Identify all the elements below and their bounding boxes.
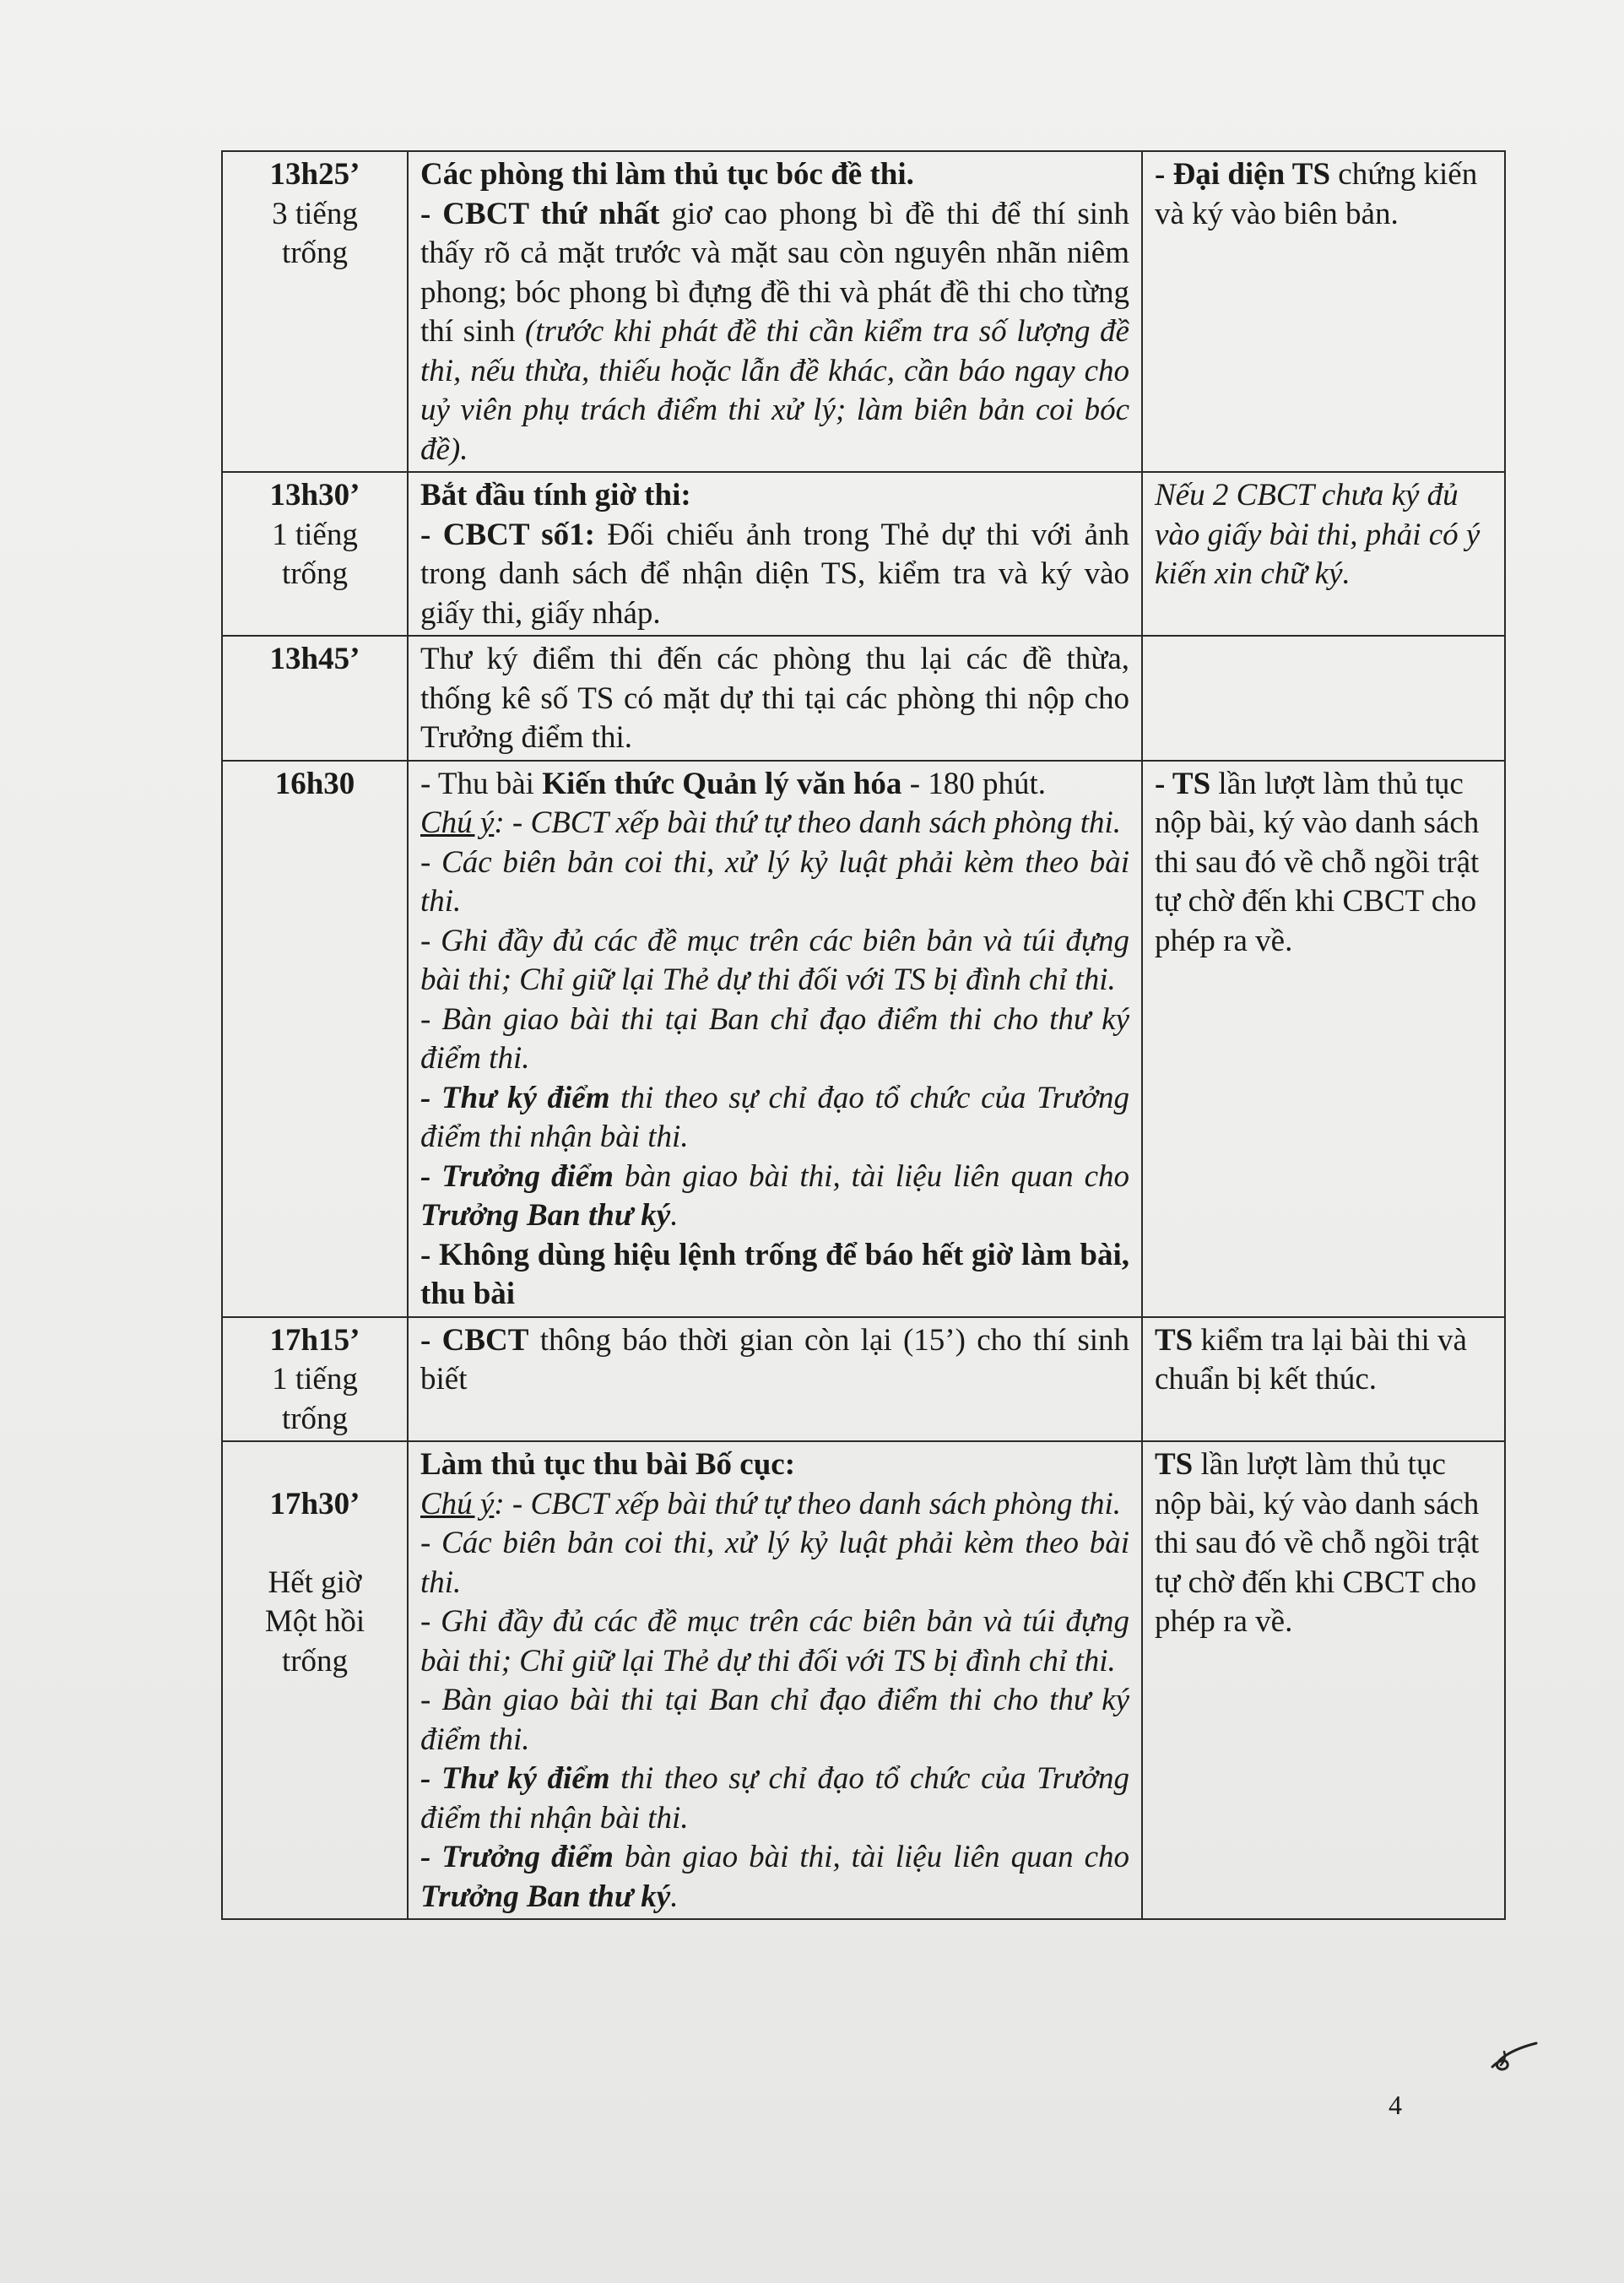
text-run: - Đại diện TS — [1155, 157, 1331, 192]
paragraph — [420, 765, 1129, 805]
note-cell — [1142, 151, 1505, 472]
text-run: - CBCT số1: — [420, 517, 595, 552]
paragraph — [420, 1838, 1129, 1917]
time-line: 17h30’ — [269, 1486, 360, 1521]
schedule-row — [222, 1441, 1505, 1919]
paragraph: Thư ký điểm thi đến các phòng thu lại các đề thừa, thống kê số TS có mặt dự thi tại các phòng thi nộp cho Trưởng điểm thi. — [420, 642, 1129, 755]
text-run: lần lượt làm thủ tục nộp bài, ký vào danh sách thi sau đó về chỗ ngồi trật tự chờ đến khi CBCT cho phép ra về. — [1155, 766, 1480, 958]
paragraph: - Các biên bản coi thi, xử lý kỷ luật phải kèm theo bài thi. — [420, 1526, 1129, 1600]
activity-cell — [408, 636, 1142, 761]
time-cell — [222, 761, 408, 1317]
activity-cell — [408, 1317, 1142, 1442]
text-run: : - CBCT xếp bài thứ tự theo danh sách phòng thi. — [494, 805, 1121, 840]
text-run: bàn giao bài thi, tài liệu liên quan cho — [613, 1840, 1129, 1874]
time-line: 1 tiếng — [272, 517, 358, 552]
schedule-table — [221, 150, 1506, 1920]
text-run: thông báo thời gian còn lại (15’) cho thí sinh biết — [420, 1322, 1129, 1396]
text-run: - Trưởng điểm — [420, 1840, 614, 1874]
schedule-row — [222, 636, 1505, 761]
note-cell — [1142, 472, 1505, 636]
paragraph — [1155, 1445, 1492, 1642]
initials-signature — [1487, 2033, 1546, 2075]
paragraph: - Ghi đầy đủ các đề mục trên các biên bản và túi đựng bài thi; Chỉ giữ lại Thẻ dự thi đối với TS bị đình chỉ thi. — [420, 923, 1129, 997]
time-line: Hết giờ — [268, 1564, 362, 1600]
time-cell — [222, 1441, 408, 1919]
paragraph — [420, 1485, 1129, 1525]
text-run: TS — [1155, 1447, 1194, 1482]
text-run: - Thư ký điểm — [420, 1761, 610, 1796]
time-line — [235, 1445, 395, 1485]
text-run: : - CBCT xếp bài thứ tự theo danh sách phòng thi. — [494, 1486, 1121, 1521]
text-run: Chú ý — [420, 805, 495, 840]
text-run: - CBCT thứ nhất — [420, 196, 660, 231]
schedule-row — [222, 151, 1505, 472]
time-line: 13h45’ — [269, 642, 360, 676]
time-line: 1 tiếng — [272, 1362, 358, 1396]
text-run: - Thư ký điểm — [420, 1080, 610, 1115]
time-cell — [222, 636, 408, 761]
paragraph: Nếu 2 CBCT chưa ký đủ vào giấy bài thi, phải có ý kiến xin chữ ký. — [1155, 478, 1481, 591]
text-run: Trưởng Ban thư ký — [420, 1198, 671, 1233]
text-run: Trưởng Ban thư ký — [420, 1879, 671, 1914]
text-run: lần lượt làm thủ tục nộp bài, ký vào danh sách thi sau đó về chỗ ngồi trật tự chờ đến khi CBCT cho phép ra về. — [1155, 1447, 1480, 1639]
time-cell — [222, 1317, 408, 1442]
paragraph: Bắt đầu tính giờ thi: — [420, 478, 691, 512]
page-number: 4 — [1389, 2090, 1402, 2120]
text-run: . — [670, 1879, 679, 1914]
paragraph: - Ghi đầy đủ các đề mục trên các biên bản và túi đựng bài thi; Chỉ giữ lại Thẻ dự thi đối với TS bị đình chỉ thi. — [420, 1604, 1129, 1678]
text-run: kiểm tra lại bài thi và chuẩn bị kết thúc. — [1155, 1322, 1467, 1396]
text-run: giơ cao phong bì đề thi để thí sinh thấy rõ cả mặt trước và mặt sau còn nguyên nhãn niêm phong; bóc phong bì đựng đề thi và phát đề thi cho từng thí sinh — [420, 196, 1129, 349]
note-cell — [1142, 636, 1505, 761]
time-line: 16h30 — [274, 766, 355, 801]
text-run: Chú ý — [420, 1486, 495, 1521]
time-line — [235, 1524, 395, 1564]
activity-cell — [408, 1441, 1142, 1919]
time-line: trống — [281, 1643, 349, 1678]
paragraph — [1155, 155, 1492, 234]
paragraph — [420, 1760, 1129, 1838]
paragraph: - Bàn giao bài thi tại Ban chỉ đạo điểm thi cho thư ký điểm thi. — [420, 1683, 1129, 1757]
paragraph: - Bàn giao bài thi tại Ban chỉ đạo điểm thi cho thư ký điểm thi. — [420, 1001, 1129, 1076]
paragraph — [1155, 765, 1492, 962]
time-line: trống — [281, 236, 349, 270]
paragraph: Làm thủ tục thu bài Bố cục: — [420, 1447, 796, 1482]
paragraph — [420, 1079, 1129, 1158]
time-line: trống — [281, 556, 349, 591]
text-run: - CBCT — [420, 1322, 529, 1358]
time-line: 17h15’ — [269, 1322, 360, 1358]
text-run: thi theo sự chỉ đạo tổ chức của Trưởng điểm thi nhận bài thi. — [420, 1080, 1129, 1154]
text-run: Kiến thức Quản lý văn hóa — [542, 766, 902, 801]
paragraph — [420, 804, 1129, 843]
paragraph: - Các biên bản coi thi, xử lý kỷ luật phải kèm theo bài thi. — [420, 844, 1129, 919]
time-line: trống — [281, 1401, 349, 1436]
text-run: bàn giao bài thi, tài liệu liên quan cho — [613, 1158, 1129, 1194]
paragraph — [1155, 1321, 1492, 1400]
text-run: - Trưởng điểm — [420, 1158, 614, 1194]
paragraph — [420, 1321, 1129, 1400]
paragraph — [420, 1158, 1129, 1236]
note-cell — [1142, 761, 1505, 1317]
time-cell — [222, 472, 408, 636]
activity-cell — [408, 151, 1142, 472]
paragraph — [420, 516, 1129, 634]
schedule-row — [222, 761, 1505, 1317]
schedule-row — [222, 1317, 1505, 1442]
note-cell — [1142, 1317, 1505, 1442]
text-run: chứng kiến và ký vào biên bản. — [1155, 157, 1478, 231]
text-run: TS — [1155, 1322, 1194, 1358]
text-run: . — [670, 1198, 679, 1233]
time-line: 13h25’ — [269, 157, 360, 192]
time-line: 13h30’ — [269, 478, 360, 512]
schedule-row — [222, 472, 1505, 636]
paragraph: - Không dùng hiệu lệnh trống để báo hết giờ làm bài, thu bài — [420, 1237, 1129, 1311]
text-run: (trước khi phát đề thi cần kiểm tra số lượng đề thi, nếu thừa, thiếu hoặc lẫn đề khác, cần báo ngay cho uỷ viên phụ trách điểm thi xử lý; làm biên bản coi bóc đề). — [420, 314, 1129, 467]
text-run: Đối chiếu ảnh trong Thẻ dự thi với ảnh trong danh sách để nhận diện TS, kiểm tra và ký vào giấy thi, giấy nháp. — [420, 517, 1129, 631]
time-cell — [222, 151, 408, 472]
paragraph: Các phòng thi làm thủ tục bóc đề thi. — [420, 157, 914, 192]
note-cell — [1142, 1441, 1505, 1919]
time-line: Một hồi — [264, 1604, 365, 1639]
time-line: 3 tiếng — [272, 196, 358, 231]
activity-cell — [408, 761, 1142, 1317]
text-run: - Thu bài — [420, 766, 543, 801]
paragraph — [420, 195, 1129, 470]
text-run: thi theo sự chỉ đạo tổ chức của Trưởng điểm thi nhận bài thi. — [420, 1761, 1129, 1836]
activity-cell — [408, 472, 1142, 636]
text-run: - TS — [1155, 766, 1211, 801]
text-run: - 180 phút. — [901, 766, 1047, 801]
